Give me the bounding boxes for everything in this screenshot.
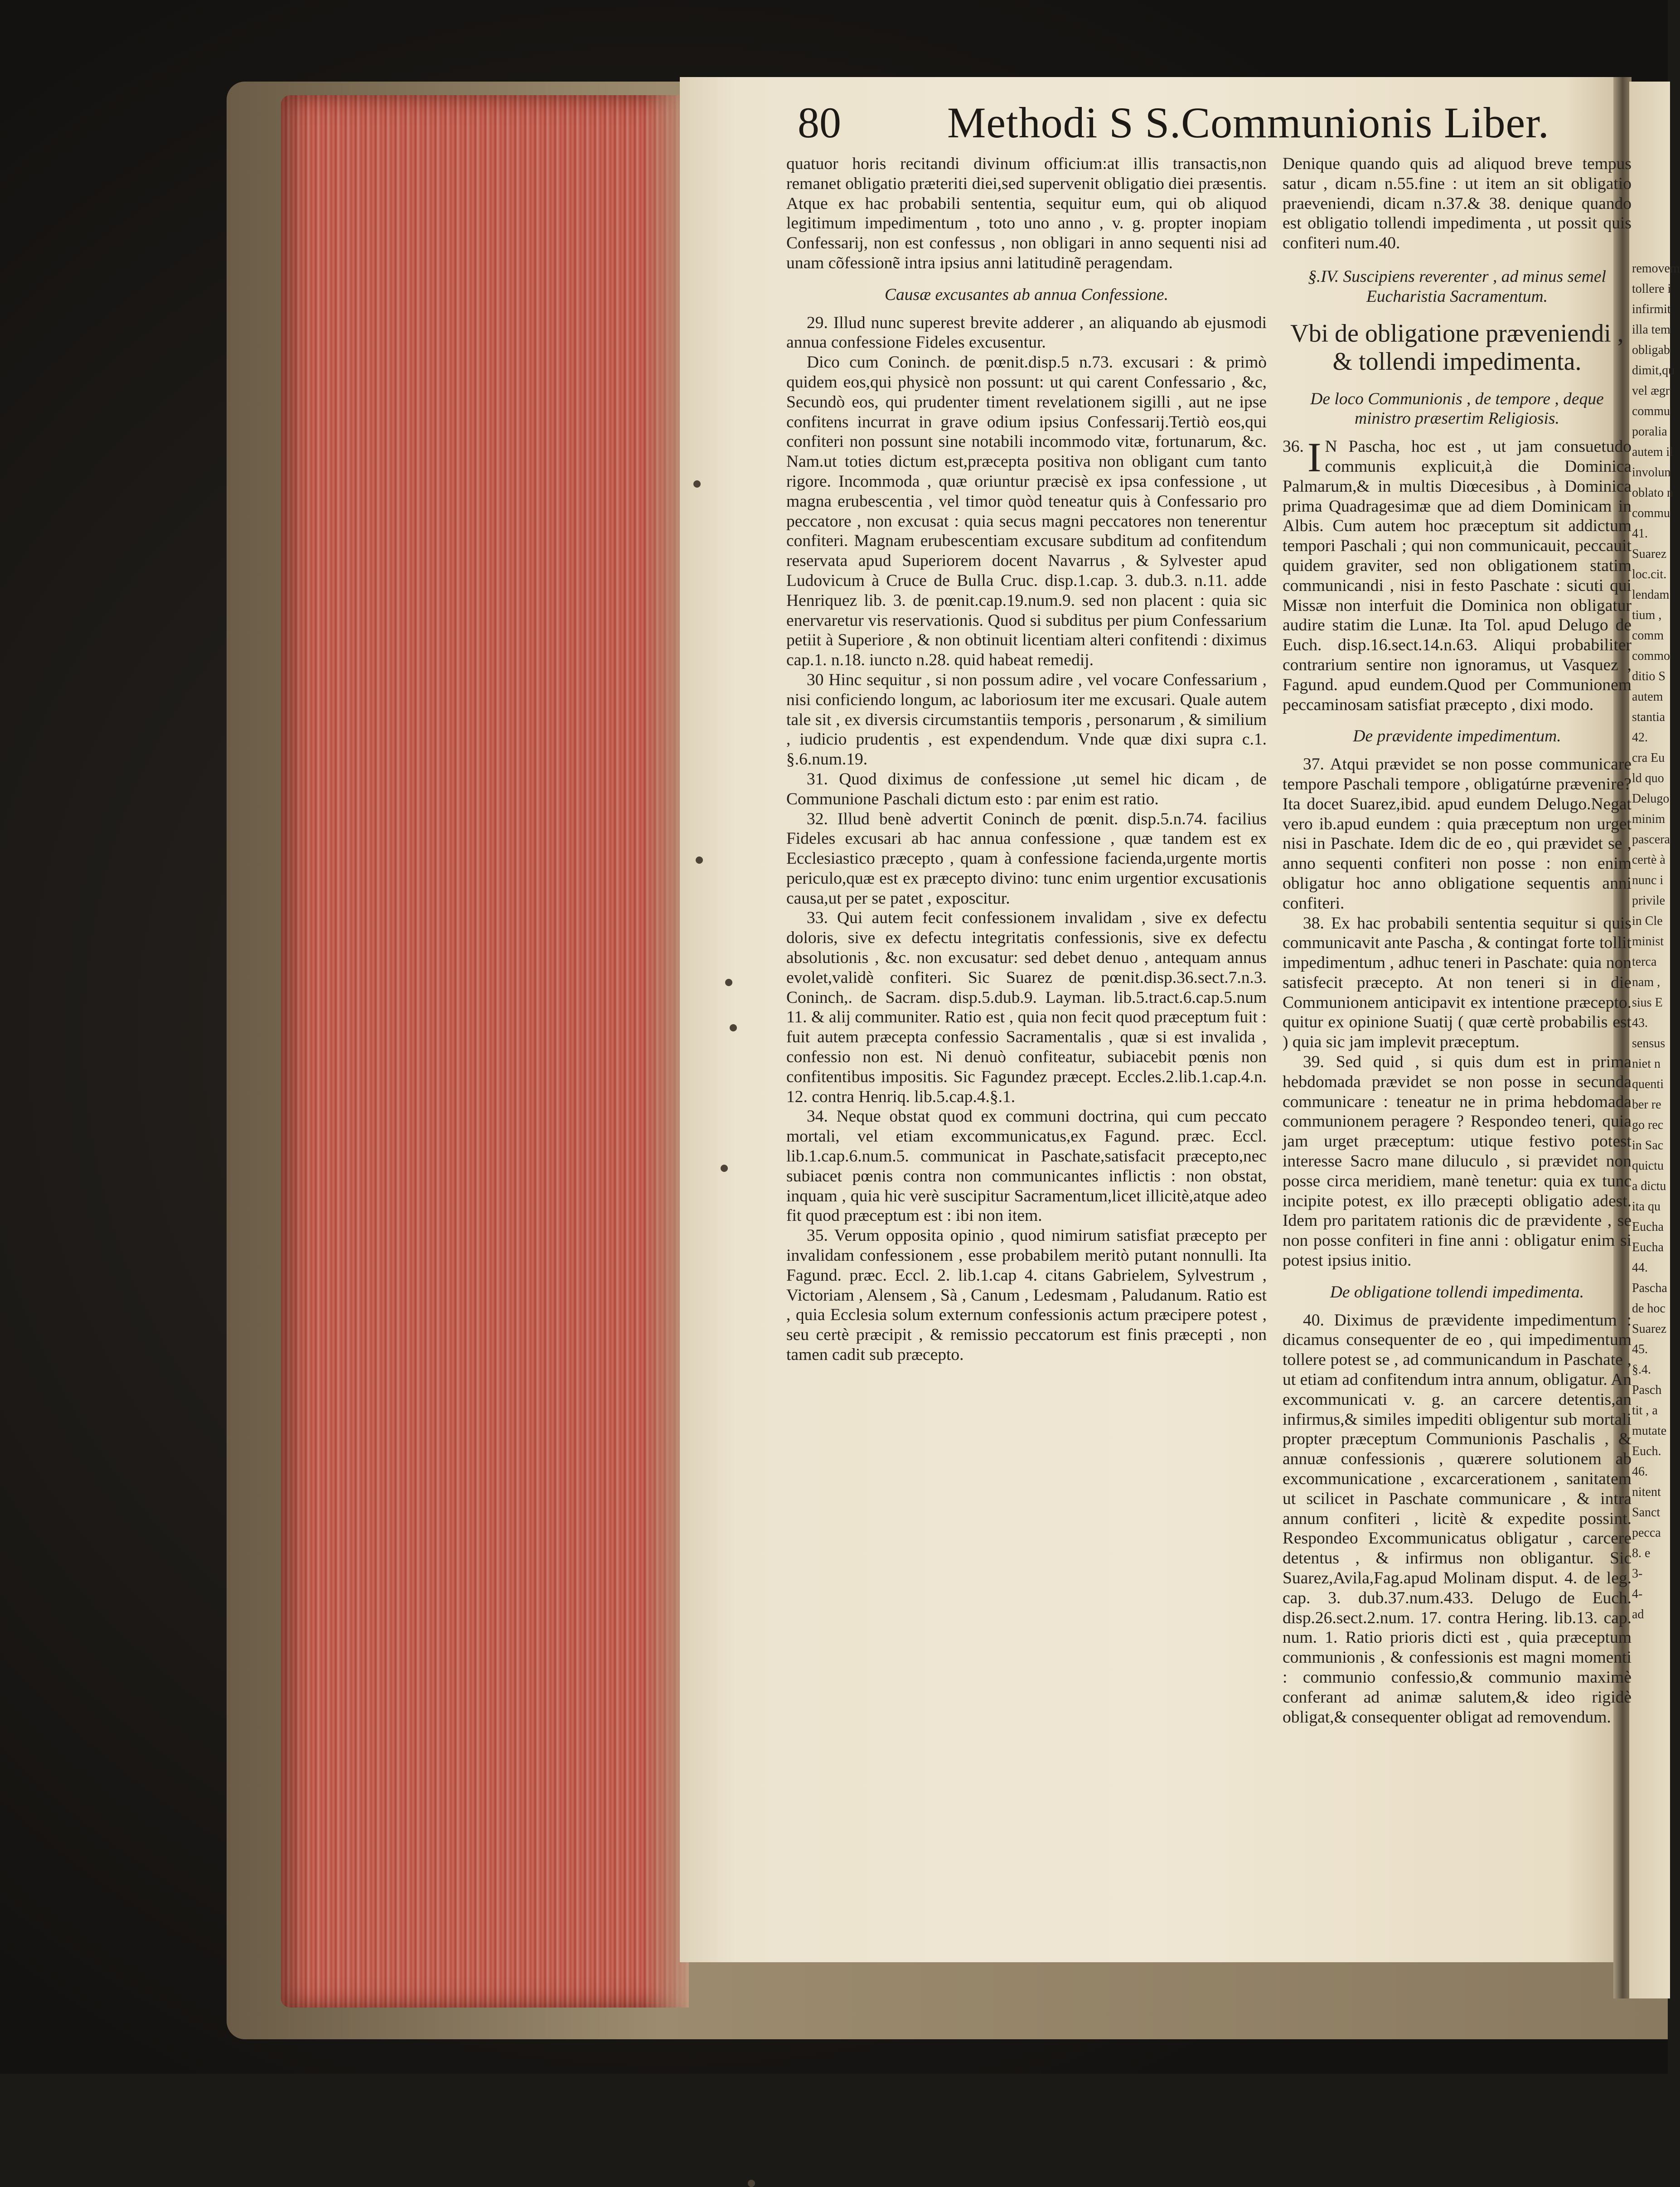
facing-page-fragment: involun (1632, 465, 1671, 479)
facing-page-fragment: Suarez (1632, 1322, 1667, 1336)
section-heading: De loco Communionis , de tempore , deque ministro præsertim Religiosis. (1310, 389, 1604, 428)
facing-page-fragments (1632, 258, 1680, 1625)
facing-page-fragment: go rec (1632, 1118, 1664, 1132)
facing-page-fragment: nitent (1632, 1485, 1661, 1499)
facing-page-fragment: in Cle (1632, 914, 1663, 928)
facing-page-fragment: pascera (1632, 832, 1670, 847)
facing-page-fragment: Eucha (1632, 1240, 1664, 1254)
binding-hole (730, 1024, 737, 1031)
binding-hole (696, 856, 703, 864)
section-title: §.IV. Suscipiens reverenter , ad minus semel Eucharistia Sacramentum. (1308, 267, 1606, 306)
facing-page-fragment: commu (1632, 506, 1670, 520)
facing-page-fragment: terca (1632, 955, 1657, 969)
paragraph: Dico cum Coninch. de pœnit.disp.5 n.73. excusari : & primò quidem eos,qui physicè non possunt: ut qui carent Confessario , &c, Secundò eos, qui prudenter timent revelationem sigilli , aut ne ipse confitens incurrat in grave odium ipsius Confessarij.Tertiò eos,qui confiteri non possunt sine notabili incommodo vitæ, fortunarum, &c. Nam.ut toties dictum est,præcepta positiva non obligant cum tanto rigore. Incommoda , quæ oriuntur præcisè ex ipsa confessione , ut magna erubescentia , vel timor quòd teneatur quis à Confessario pro peccatore , non excusat : quia secus magni peccatores non tenerentur confiteri. Magnam erubescentiam excusare subditum ad confitendum reservata apud Superiorem docent Navarrus , & Sylvester apud Ludovicum à Cruce de Bulla Cruc. disp.1.cap. 3. dub.3. n.11. adde Henriquez lib. 3. de pœnit.cap.19.num.9. sed non placent : quia sic enervaretur vis reservationis. Quod si subditus per pium Confessarium petiit à Superiore , & non obtinuit licentiam alteri confitendi : diximus cap.1. n.18. iuncto n.28. quid habeat remedij. (786, 353, 1267, 670)
paragraph: 29. Illud nunc superest brevite adderer , an aliquando ab ejusmodi annua confessione Fideles excusentur. (786, 313, 1267, 352)
facing-page-fragment: Sanct (1632, 1505, 1661, 1519)
paragraph: 31. Quod diximus de confessione ,ut semel hic dicam , de Communione Paschali dictum esto : par enim est ratio. (786, 769, 1267, 808)
facing-page-fragment: nam , (1632, 975, 1661, 989)
facing-page-fragment: quenti (1632, 1077, 1664, 1091)
facing-page-fragment: ber re (1632, 1098, 1661, 1112)
section-heading: De prævidente impedimentum. (1353, 727, 1561, 746)
paragraph: 32. Illud benè advertit Coninch de pœnit. disp.5.n.74. facilius Fideles excusari ab hac annua confessione , quæ tandem est ex Ecclesiastico præcepto , quam à confessione facienda,urgente mortis periculo,quæ est ex præcepto divino: tunc enim urgentior excusationis causa,ut per se patet , exposcitur. (786, 809, 1267, 908)
facing-page-fragment: Pascha (1632, 1281, 1667, 1295)
facing-page-fragment: ditio S (1632, 669, 1665, 683)
paragraph: 35. Verum opposita opinio , quod nimirum satisfiat præcepto per invalidam confessionem , esse probabilem meritò putant nonnulli. Ita Fagund. præc. Eccl. 2. lib.1.cap 4. citans Gabrielem, Sylvestrum , Victoriam , Alensem , Sà , Canum , Ledesmam , Paludanum. Ratio est , quia Ecclesia solum externum confessionis actum præcipere potest , seu certè præcipit , & remissio peccatorum est finis præcepti , non tamen cadit sub præcepto. (786, 1226, 1267, 1364)
facing-page-fragment: autem (1632, 690, 1663, 704)
facing-page-fragment: stantia (1632, 710, 1665, 724)
facing-page-fragment: vel ægr (1632, 384, 1670, 398)
paragraph: Denique quando quis ad aliquod breve tempus satur , dicam n.55.fine : ut item an sit obligatio praeveniendi, dicam n.37.& 38. denique quando est obligatio tollendi impedimenta , ut possit quis confiteri num.40. (1283, 155, 1632, 253)
paragraph: 37. Atqui prævidet se non posse communicare tempore Paschali tempore , obligatúrne prævenire? Ita docet Suarez,ibid. apud eundem Delugo.Negat vero ib.apud eundem : quia præceptum non urget nisi in Paschate. Idem dic de eo , qui prævidet se , anno sequenti confiteri non posse : non enim obligatur hoc anno obligatione sequentis anni confiteri. (1283, 755, 1632, 913)
binding-hole (693, 480, 701, 488)
facing-page-fragment: 44. (1632, 1261, 1648, 1275)
running-head: Methodi S S.Communionis Liber. (947, 98, 1549, 147)
facing-page-fragment: comm (1632, 629, 1664, 643)
paragraph: 34. Neque obstat quod ex communi doctrina, qui cum peccato mortali, vel etiam excommunicatus,ex Fagund. præc. Eccl. lib.1.cap.6.num.5. communicat in Paschate,satisfacit præcepto,nec subiacet pœnis contra non communicantes inflictis : non obstat, inquam , quia hic verè suscipitur Sacramentum,licet illicitè,atque adeo fit quod præceptum est : ibi non item. (786, 1107, 1267, 1225)
binding-hole (725, 979, 732, 986)
facing-page-fragment: Eucha (1632, 1220, 1664, 1234)
page-number: 80 (798, 98, 841, 147)
paragraph: 39. Sed quid , si quis dum est in prima hebdomada prævidet se non posse in secunda communicare : teneatur ne in prima hebdomada communionem peragere ? Respondeo teneri, quia jam urget præceptum: utique festivo potest interesse Sacro mane diluculo , si prævidet non posse circa meridiem, manè tenetur: quia ex tunc incipite potest, ex illo præcepti obligatio adest. Idem pro paritatem rationis dic de prævidente , se non posse confiteri in fine anni : obligatur enim si potest ipsius initio. (1283, 1053, 1632, 1270)
facing-page-fragment: mutate (1632, 1424, 1667, 1438)
right-text-column (1283, 154, 1632, 1840)
facing-page-fragment: tollere i (1632, 282, 1671, 296)
paragraph: quatuor horis recitandi divinum officium:at illis transactis,non remanet obligatio præteriti diei,sed supervenit obligatio diei præsentis. Atque ex hac probabili sententia, sequitur eum, qui ob aliquod legitimum impedimentum , toto uno anno , v. g. propter inopiam Confessarij, non est confessus , non obligari in anno sequenti nisi ad unam cõfessionẽ intra ipsius anni latitudinẽ peragendam. (786, 155, 1267, 272)
facing-page-fragment: 8. e (1632, 1546, 1651, 1560)
facing-page-fragment: sius E (1632, 996, 1663, 1010)
facing-page-fragment: 3- (1632, 1567, 1643, 1581)
facing-page-fragment: Pasch (1632, 1383, 1662, 1397)
facing-page-fragment: minist (1632, 934, 1664, 948)
left-text-column (786, 154, 1267, 1813)
paragraph (1283, 434, 1632, 715)
facing-page-fragment: removem (1632, 261, 1680, 276)
facing-page-fragment: 46. (1632, 1465, 1648, 1479)
facing-page-fragment: Delugo (1632, 792, 1670, 806)
paragraph: 30 Hinc sequitur , si non possum adire , vel vocare Confessarium , nisi conficiendo longum, ac laboriosum iter me excusari. Quale autem tale sit , ex diversis circumstantiis temporis , personarum , & similium , iudicio prudentis , est expendendum. Vnde quæ dixi supra c.1. §.6.num.19. (786, 670, 1267, 769)
facing-page-fragment: loc.cit. (1632, 567, 1667, 581)
facing-page-fragment: niet n (1632, 1057, 1661, 1071)
facing-page-fragment: 43. (1632, 1016, 1648, 1030)
facing-page-fragment: Suarez (1632, 547, 1667, 561)
facing-page-fragment: illa tem (1632, 323, 1670, 337)
facing-page-fragment: ad (1632, 1607, 1644, 1621)
facing-page-fragment: cra Eu (1632, 751, 1665, 765)
paragraph-number: 36. (1283, 437, 1304, 456)
facing-page-fragment: tium , (1632, 608, 1662, 622)
drop-cap: I (1307, 434, 1322, 481)
facing-page-fragment: minim (1632, 812, 1665, 826)
facing-page-fragment: infirmit (1632, 302, 1671, 316)
facing-page-fragment: 42. (1632, 731, 1648, 745)
facing-page-fragment: obligab (1632, 343, 1670, 357)
chapter-title: Vbi de obligatione præveniendi , & tollendi impedimenta. (1290, 319, 1624, 376)
facing-page-fragment: certè à (1632, 853, 1665, 867)
facing-page-sliver (1629, 82, 1680, 1998)
paragraph: 33. Qui autem fecit confessionem invalidam , sive ex defectu doloris, sive ex defectu integritatis confessionis, sive ex defectu absolutionis , &c. non excusatur: sed debet denuo , antequam annus evolet,validè confiteri. Sic Suarez de pœnit.disp.36.sect.7.n.3. Coninch,. de Sacram. disp.5.dub.9. Layman. lib.5.tract.6.cap.5.num 11. & alij communiter. Ratio est , quia non fecit quod præceptum fuit : fuit autem præcepta confessio Sacramentalis , quæ si est invalida , confessio non est. Ni denuò confiteatur, subiacebit pœnis non confitentibus impositis. Sic Fagundez præcept. Eccles.2.lib.1.cap.4.n. 12. contra Henriq. lib.5.cap.4.§.1. (786, 909, 1267, 1106)
facing-page-fragment: quictu (1632, 1159, 1664, 1173)
facing-page-fragment: 45. (1632, 1342, 1648, 1356)
facing-page-fragment: ita qu (1632, 1200, 1661, 1214)
paragraph-text: N Pascha, hoc est , ut jam consuetudo communis explicuit,à die Dominica Palmarum,& in multis Diœcesibus , à Dominica prima Quadragesimæ que ad diem Dominicam in Albis. Cum autem hoc præceptum sit addictum tempori Paschali ; qui non communicauit, peccauit quidem graviter, sed non obligationem statim communicandi , nisi in festo Paschate : sicuti qui Missæ non interfuit die Dominica non obligatur audire statim die Lunæ. Ita Tol. apud Delugo de Euch. disp.16.sect.14.n.63. Aliqui probabiliter contrarium sentire non ignoramus, ut Vasquez , Fagund. apud eundem.Quod per Communionem peccaminosam satisfiat præcepto , dixi modo. (1283, 437, 1632, 714)
facing-page-fragment: de hoc (1632, 1302, 1665, 1316)
facing-page-fragment: dimit,qu (1632, 363, 1675, 377)
section-heading: Causæ excusantes ab annua Confessione. (884, 285, 1168, 304)
binding-hole (748, 2180, 755, 2187)
facing-page-fragment: nunc i (1632, 873, 1664, 887)
facing-page-fragment: poralia (1632, 425, 1667, 439)
facing-page-fragment: oblato n (1632, 486, 1673, 500)
red-page-edges (281, 95, 689, 2008)
facing-page-fragment: commo (1632, 649, 1670, 663)
facing-page-fragment: lendam (1632, 588, 1670, 602)
facing-page-fragment: tit , a (1632, 1403, 1658, 1418)
facing-page-fragment: privile (1632, 894, 1665, 908)
section-heading: De obligatione tollendi impedimenta. (1330, 1282, 1584, 1302)
facing-page-fragment: pecca (1632, 1526, 1661, 1540)
facing-page-fragment: sensus (1632, 1036, 1665, 1050)
paragraph: 38. Ex hac probabili sententia sequitur si quis communicavit ante Pascha , & contingat forte tollit impedimentum , adhuc teneri in Paschate: quia non satisfecit præcepto. At non teneri si in die Communionem anticipavit ex intentione præcepto. quitur ex opinione Suatij ( quæ certè probabilis est ) quia sic jam implevit præceptum. (1283, 914, 1632, 1052)
facing-page-fragment: 41. (1632, 527, 1648, 541)
facing-page-fragment: §.4. (1632, 1363, 1651, 1377)
facing-page-fragment: autem il (1632, 445, 1673, 459)
facing-page-fragment: commu (1632, 404, 1670, 418)
facing-page-fragment: a dictu (1632, 1179, 1666, 1193)
facing-page-fragment: ld quo (1632, 771, 1664, 785)
facing-page-fragment: in Sac (1632, 1138, 1664, 1152)
binding-hole (721, 1165, 728, 1172)
facing-page-fragment: 4- (1632, 1587, 1643, 1601)
paragraph: 40. Diximus de prævidente impedimentum : dicamus consequenter de eo , qui impedimentum tollere potest se , ad communicandum in Paschate , ut etiam ad confitendum intra annum, obligatur. An excommunicati v. g. an carcere detentis,an infirmus,& similes impediti obligentur sub mortali propter præceptum Communionis Paschalis , & annuæ confessionis , quærere solutionem ab excommunicatione , excarcerationem , sanitatem ut scilicet in Paschate communicare , & intra annum confiteri , licitè & expedite possint. Respondeo Excommunicatus obligatur , carcere detentus , & infirmus non obligantur. Sic Suarez,Avila,Fag.apud Molinam disput. 4. de leg. cap. 3. dub.37.num.433. Delugo de Euch. disp.26.sect.2.num. 17. contra Hering. lib.13. cap. num. 1. Ratio prioris dicti est , quia præceptum communionis , & confessionis est magni momenti : communio confessio,& communio maximè conferant ad animæ salutem,& ideo rigidè obligat,& consequenter obligat ad removendum. (1283, 1311, 1632, 1727)
facing-page-fragment: Euch. (1632, 1444, 1661, 1458)
